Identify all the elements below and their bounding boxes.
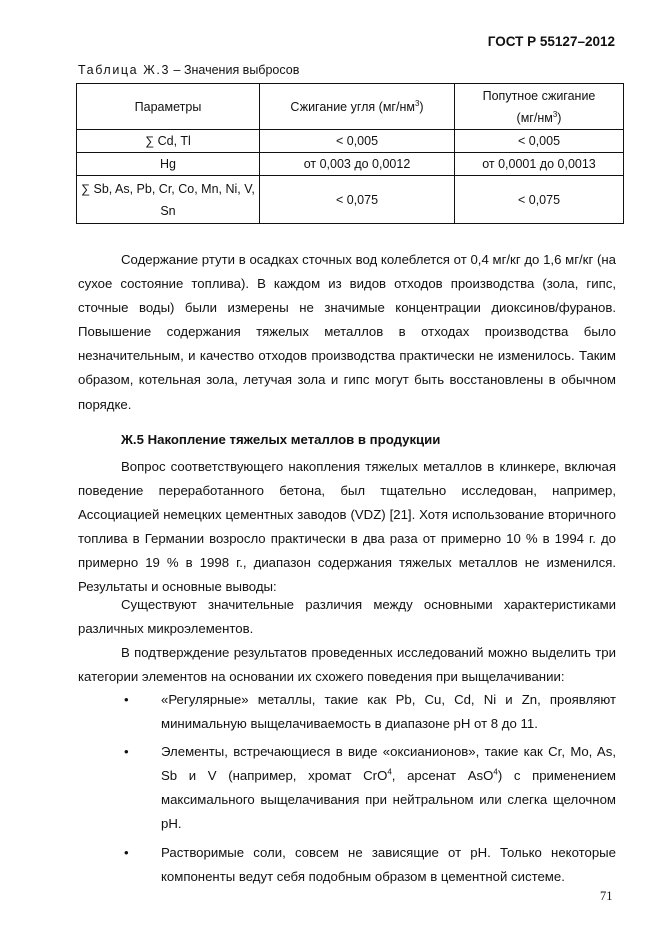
bullet-icon: • bbox=[124, 692, 129, 707]
page-number: 71 bbox=[600, 889, 613, 903]
cell-parameter: ∑ Sb, As, Pb, Cr, Co, Mn, Ni, V, Sn bbox=[77, 176, 260, 224]
table-caption bbox=[78, 63, 299, 77]
cell-coal-value: от 0,003 до 0,0012 bbox=[260, 153, 455, 176]
subscript-number: 4 bbox=[493, 767, 498, 777]
bullet-icon: • bbox=[124, 844, 129, 860]
cell-cofiring-value: < 0,075 bbox=[455, 176, 624, 224]
header-coal-text: Сжигание угля (мг/нм bbox=[290, 99, 415, 114]
table-row bbox=[77, 130, 624, 153]
cell-coal-value: < 0,005 bbox=[260, 130, 455, 153]
table-header-row bbox=[77, 84, 624, 130]
emissions-table bbox=[76, 83, 624, 224]
paragraph-differences: Существуют значительные различия между основными характеристиками различных микроэлементов. bbox=[78, 597, 616, 637]
header-cofiring bbox=[455, 84, 624, 130]
cell-cofiring-value: от 0,0001 до 0,0013 bbox=[455, 153, 624, 176]
document-code: ГОСТ Р 55127–2012 bbox=[487, 34, 615, 49]
section-heading: Ж.5 Накопление тяжелых металлов в продукции bbox=[121, 432, 441, 447]
table-caption-label: Таблица Ж.3 bbox=[78, 63, 171, 77]
table-row bbox=[77, 153, 624, 176]
cell-cofiring-value: < 0,005 bbox=[455, 130, 624, 153]
element-categories-list bbox=[121, 688, 616, 893]
paragraph-categories: В подтверждение результатов проведенных исследований можно выделить три категории элементов на основании их схожего поведения при выщелачивании: bbox=[78, 645, 616, 685]
cell-parameter: Hg bbox=[77, 153, 260, 176]
cell-coal-value: < 0,075 bbox=[260, 176, 455, 224]
bullet-icon: • bbox=[124, 744, 129, 760]
bullet-text: Растворимые соли, совсем не зависящие от pH. Только некоторые компоненты ведут себя подобным образом в цементной системе. bbox=[161, 844, 616, 884]
paragraph-accumulation: Вопрос соответствующего накопления тяжелых металлов в клинкере, включая поведение переработанного бетона, был тщательно исследован, например, Ассоциацией немецких цементных заводов (VDZ) [21]. Хотя использование вторичного топлива в Германии возросло практически в два раза от примерно 10 % в 1994 г. до примерно 19 % в 1998 г., диапазон содержания тяжелых металлов не изменился. Результаты и основные выводы: bbox=[78, 459, 616, 595]
bullet-text: «Регулярные» металлы, такие как Pb, Cu, Cd, Ni и Zn, проявляют минимальную выщелачиваемость в диапазоне pH от 8 до 11. bbox=[161, 692, 616, 732]
header-cofiring-end: ) bbox=[557, 110, 562, 125]
paragraph-mercury: Содержание ртути в осадках сточных вод колеблется от 0,4 мг/кг до 1,6 мг/кг (на сухое состояние топлива). В каждом из видов отходов производства (зола, гипс, сточные воды) были измерены не значимые концентрации диоксинов/фуранов. Повышение содержания тяжелых металлов в отходах производства было незначительным, и качество отходов производства практически не изменилось. Таким образом, котельная зола, летучая зола и гипс могут быть восстановлены в обычном порядке. bbox=[78, 252, 616, 412]
table-row bbox=[77, 176, 624, 224]
subscript-number: 4 bbox=[387, 767, 392, 777]
header-coal-sup: 3 bbox=[414, 98, 420, 108]
bullet-text: ) с применением максимального выщелачивания при нейтральном или слегка щелочном pH. bbox=[161, 768, 616, 832]
header-cofiring-sup: 3 bbox=[552, 109, 558, 119]
header-coal-end: ) bbox=[419, 99, 424, 114]
list-item bbox=[121, 841, 616, 889]
cell-parameter: ∑ Cd, Tl bbox=[77, 130, 260, 153]
header-parameters: Параметры bbox=[77, 84, 260, 130]
header-cofiring-line1: Попутное сжигание bbox=[482, 88, 596, 103]
header-cofiring-line2: (мг/нм bbox=[516, 110, 553, 125]
header-coal-combustion bbox=[260, 84, 455, 130]
bullet-text: Элементы, встречающиеся в виде «оксианионов», такие как Cr, Mo, As, Sb и V (например, хромат CrO bbox=[161, 744, 616, 784]
bullet-text: , арсенат AsO bbox=[391, 768, 494, 784]
table-caption-text: – Значения выбросов bbox=[170, 63, 300, 77]
list-item bbox=[121, 688, 616, 736]
list-item bbox=[121, 740, 616, 836]
